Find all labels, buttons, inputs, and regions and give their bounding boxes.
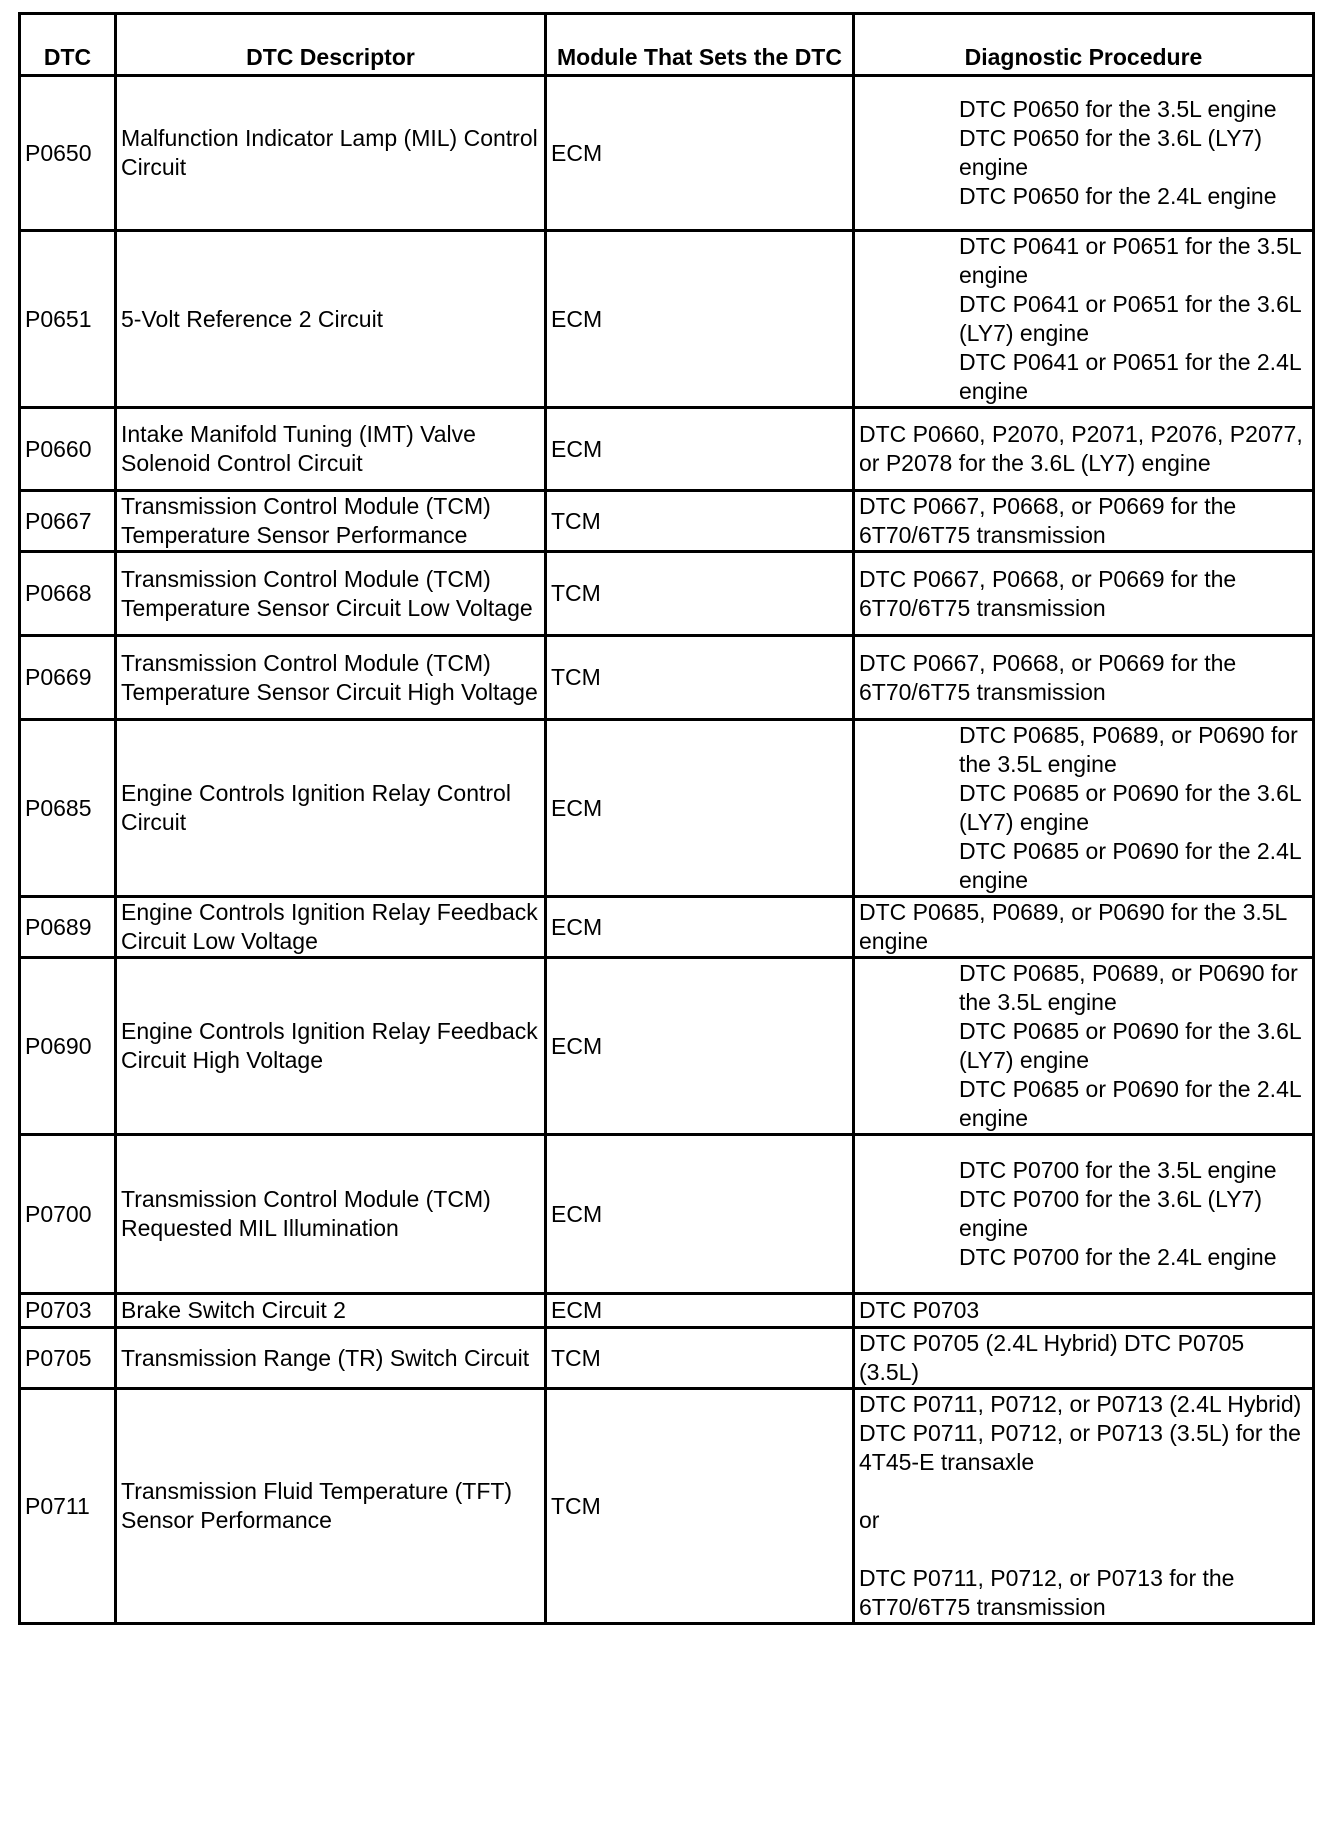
module-cell: TCM [546,636,854,720]
dtc-code: P0667 [20,491,116,552]
dtc-descriptor: Transmission Fluid Temperature (TFT) Sensor Performance [116,1389,546,1624]
table-row [20,231,1314,408]
dtc-descriptor: Transmission Control Module (TCM) Temperature Sensor Circuit Low Voltage [116,552,546,636]
dtc-descriptor: Transmission Control Module (TCM) Temperature Sensor Circuit High Voltage [116,636,546,720]
procedure-link[interactable]: DTC P0667, P0668, or P0669 for the 6T70/6T75 transmission [859,565,1237,621]
dtc-descriptor: Malfunction Indicator Lamp (MIL) Control Circuit [116,76,546,231]
diagnostic-procedure [854,958,1314,1135]
diagnostic-procedure [854,1389,1314,1624]
procedure-link[interactable]: DTC P0660, P2070, P2071, P2076, P2077, or P2078 for the 3.6L (LY7) engine [859,421,1303,476]
header-row [20,14,1314,76]
diagnostic-procedure [854,720,1314,897]
procedure-link[interactable]: DTC P0703 [859,1297,980,1323]
dtc-descriptor: 5-Volt Reference 2 Circuit [116,231,546,408]
module-cell: ECM [546,1294,854,1328]
table-row [20,636,1314,720]
dtc-code: P0690 [20,958,116,1135]
procedure-link[interactable]: DTC P0650 for the 2.4L engine [959,183,1277,209]
table-row [20,958,1314,1135]
dtc-code: P0669 [20,636,116,720]
diagnostic-procedure [854,897,1314,958]
procedure-link[interactable]: DTC P0700 for the 3.5L engine [959,1157,1277,1183]
table-row [20,1135,1314,1294]
module-cell: ECM [546,720,854,897]
procedure-link[interactable]: or [859,1507,880,1533]
spacer [859,1535,1308,1564]
diagnostic-procedure [854,1135,1314,1294]
dtc-code: P0689 [20,897,116,958]
procedure-link[interactable]: DTC P0685, P0689, or P0690 for the 3.5L engine [959,722,1298,777]
table-row [20,1389,1314,1624]
dtc-code: P0668 [20,552,116,636]
procedure-link[interactable]: DTC P0641 or P0651 for the 3.5L engine [959,233,1301,288]
procedure-link[interactable]: DTC P0641 or P0651 for the 2.4L engine [959,349,1301,404]
spacer [859,1477,1308,1506]
procedure-link[interactable]: DTC P0705 (2.4L Hybrid) DTC P0705 (3.5L) [859,1330,1245,1385]
diagnostic-procedure [854,76,1314,231]
procedure-link[interactable]: DTC P0685, P0689, or P0690 for the 3.5L engine [959,960,1298,1015]
dtc-descriptor: Transmission Range (TR) Switch Circuit [116,1328,546,1389]
table-row [20,897,1314,958]
table-row [20,720,1314,897]
table-body [20,76,1314,1624]
header-module: Module That Sets the DTC [546,14,854,76]
table-row [20,408,1314,491]
module-cell: ECM [546,408,854,491]
procedure-link[interactable]: DTC P0700 for the 2.4L engine [959,1244,1277,1270]
procedure-link[interactable]: DTC P0650 for the 3.6L (LY7) engine [959,125,1262,180]
dtc-descriptor: Engine Controls Ignition Relay Feedback Circuit Low Voltage [116,897,546,958]
dtc-code: P0700 [20,1135,116,1294]
module-cell: TCM [546,1389,854,1624]
module-cell: ECM [546,231,854,408]
procedure-link[interactable]: DTC P0667, P0668, or P0669 for the 6T70/6T75 transmission [859,649,1237,705]
dtc-code: P0711 [20,1389,116,1624]
table-row [20,552,1314,636]
dtc-descriptor: Transmission Control Module (TCM) Requested MIL Illumination [116,1135,546,1294]
dtc-descriptor: Engine Controls Ignition Relay Feedback Circuit High Voltage [116,958,546,1135]
diagnostic-procedure [854,231,1314,408]
module-cell: TCM [546,552,854,636]
module-cell: ECM [546,897,854,958]
header-descriptor: DTC Descriptor [116,14,546,76]
table-row [20,1294,1314,1328]
table-row [20,1328,1314,1389]
dtc-code: P0660 [20,408,116,491]
module-cell: TCM [546,491,854,552]
procedure-link[interactable]: DTC P0650 for the 3.5L engine [959,96,1277,122]
header-procedure: Diagnostic Procedure [854,14,1314,76]
module-cell: ECM [546,76,854,231]
dtc-table [18,12,1315,1625]
header-dtc: DTC [20,14,116,76]
module-cell: ECM [546,958,854,1135]
diagnostic-procedure [854,1294,1314,1328]
dtc-code: P0703 [20,1294,116,1328]
dtc-descriptor: Brake Switch Circuit 2 [116,1294,546,1328]
dtc-code: P0685 [20,720,116,897]
diagnostic-procedure [854,552,1314,636]
procedure-link[interactable]: DTC P0685, P0689, or P0690 for the 3.5L engine [859,899,1287,954]
procedure-link[interactable]: DTC P0685 or P0690 for the 2.4L engine [959,1076,1301,1131]
module-cell: ECM [546,1135,854,1294]
dtc-code: P0650 [20,76,116,231]
procedure-link[interactable]: DTC P0667, P0668, or P0669 for the 6T70/6T75 transmission [859,493,1237,548]
dtc-descriptor: Engine Controls Ignition Relay Control Circuit [116,720,546,897]
module-cell: TCM [546,1328,854,1389]
dtc-code: P0705 [20,1328,116,1389]
dtc-code: P0651 [20,231,116,408]
procedure-link[interactable]: DTC P0685 or P0690 for the 2.4L engine [959,838,1301,893]
table-row [20,76,1314,231]
dtc-descriptor: Transmission Control Module (TCM) Temperature Sensor Performance [116,491,546,552]
diagnostic-procedure [854,491,1314,552]
procedure-link[interactable]: DTC P0641 or P0651 for the 3.6L (LY7) engine [959,291,1301,346]
diagnostic-procedure [854,408,1314,491]
procedure-link[interactable]: DTC P0700 for the 3.6L (LY7) engine [959,1186,1262,1241]
diagnostic-procedure [854,1328,1314,1389]
procedure-link[interactable]: DTC P0711, P0712, or P0713 for the 6T70/6T75 transmission [859,1565,1235,1620]
procedure-link[interactable]: DTC P0685 or P0690 for the 3.6L (LY7) engine [959,780,1301,835]
dtc-descriptor: Intake Manifold Tuning (IMT) Valve Solenoid Control Circuit [116,408,546,491]
table-row [20,491,1314,552]
procedure-link[interactable]: DTC P0685 or P0690 for the 3.6L (LY7) engine [959,1018,1301,1073]
diagnostic-procedure [854,636,1314,720]
procedure-link[interactable]: DTC P0711, P0712, or P0713 (2.4L Hybrid) DTC P0711, P0712, or P0713 (3.5L) for the 4T45-E transaxle [859,1391,1302,1475]
